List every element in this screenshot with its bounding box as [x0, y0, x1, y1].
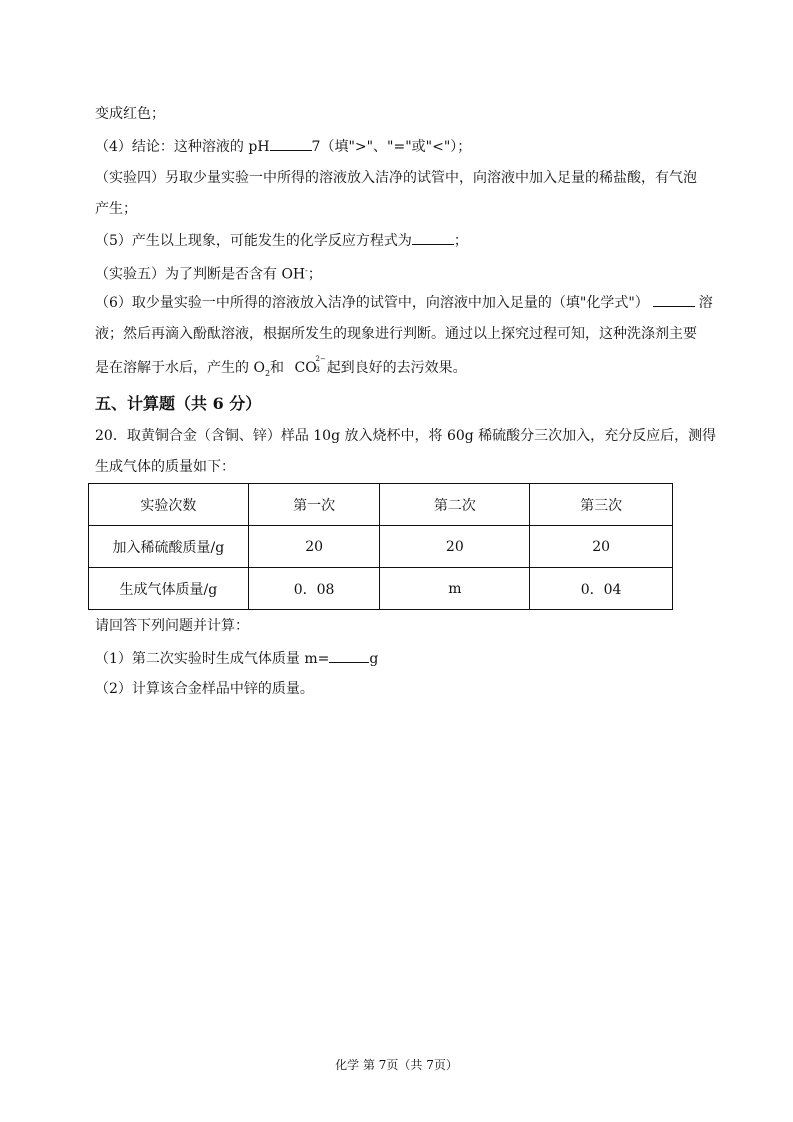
table-header-cell: 实验次数 — [89, 484, 249, 526]
question-20-line-2: 生成气体的质量如下： — [95, 459, 235, 475]
table-header-cell: 第三次 — [530, 484, 673, 526]
question-1-unit: g — [369, 651, 379, 667]
o2-subscript: 2 — [264, 368, 271, 378]
table-cell: m — [380, 568, 530, 610]
oh-charge: - — [305, 266, 308, 275]
table-header-cell: 第一次 — [248, 484, 380, 526]
experiment-5-text: （实验五）为了判断是否含有 OH — [95, 266, 306, 283]
experiment-4-line: （实验四）另取少量实验一中所得的溶液放入洁净的试管中，向溶液中加入足量的稀盐酸，有气泡 — [95, 170, 697, 186]
step-6-line-2: 液；然后再滴入酚酞溶液，根据所发生的现象进行判断。通过以上探究过程可知，这种洗涤剂主要 — [95, 326, 697, 342]
equation-line — [95, 230, 468, 251]
carbonate-ion — [294, 355, 326, 378]
conclusion-summary-line — [95, 355, 467, 384]
table-cell: 20 — [530, 526, 673, 568]
table-header-cell: 第二次 — [380, 484, 530, 526]
step-6-text: （6）取少量实验一中所得的溶液放入洁净的试管中，向溶液中加入足量的（填"化学式"） — [95, 295, 649, 311]
experiment-5-end: ； — [307, 266, 322, 283]
results-table — [88, 483, 673, 610]
question-1-line — [95, 648, 378, 669]
question-1-text: （1）第二次实验时生成气体质量 m= — [95, 651, 330, 667]
question-20-line-1: 20．取黄铜合金（含铜、锌）样品 10g 放入烧杯中，将 60g 稀硫酸分三次加入，充分反应后，测得 — [95, 428, 717, 444]
table-cell: 加入稀硫酸质量/g — [89, 526, 249, 568]
page-footer: 化学 第 7页（共 7页） — [335, 1058, 458, 1072]
formula-answer-blank[interactable] — [653, 292, 695, 307]
carbonate-charge: 2− — [315, 355, 326, 363]
summary-and: 和 — [270, 360, 285, 376]
experiment-4-line-2: 产生； — [95, 201, 137, 217]
step-6-end: 溶 — [698, 295, 713, 311]
question-2-line: （2）计算该合金样品中锌的质量。 — [95, 681, 314, 697]
table-cell: 20 — [248, 526, 380, 568]
conclusion-hint: 7（填">"、"="或"<"）； — [311, 139, 472, 155]
table-row — [89, 568, 673, 610]
equation-end: ； — [453, 233, 468, 249]
summary-text: 是在溶解于水后，产生的 O — [95, 360, 265, 376]
table-cell: 0．04 — [530, 568, 673, 610]
mass-answer-blank[interactable] — [329, 648, 369, 663]
table-row — [89, 526, 673, 568]
experiment-5-line — [95, 261, 322, 285]
table-cell: 0．08 — [248, 568, 380, 610]
answer-intro: 请回答下列问题并计算： — [95, 618, 249, 634]
table-cell: 20 — [380, 526, 530, 568]
equation-text: （5）产生以上现象，可能发生的化学反应方程式为 — [95, 233, 412, 249]
table-cell: 生成气体质量/g — [89, 568, 249, 610]
carbonate-symbol: CO — [294, 360, 317, 376]
conclusion-line — [95, 136, 471, 157]
summary-end: 起到良好的去污效果。 — [326, 360, 467, 376]
step-6-line — [95, 292, 713, 313]
ph-answer-blank[interactable] — [270, 136, 312, 151]
equation-answer-blank[interactable] — [412, 230, 454, 245]
carbonate-subscript: 3 — [315, 366, 320, 374]
text-line-1: 变成红色； — [95, 106, 165, 122]
table-header-row — [89, 484, 673, 526]
section-title: 五、计算题（共 6 分） — [95, 394, 262, 413]
conclusion-text: （4）结论：这种溶液的 pH — [95, 139, 270, 155]
